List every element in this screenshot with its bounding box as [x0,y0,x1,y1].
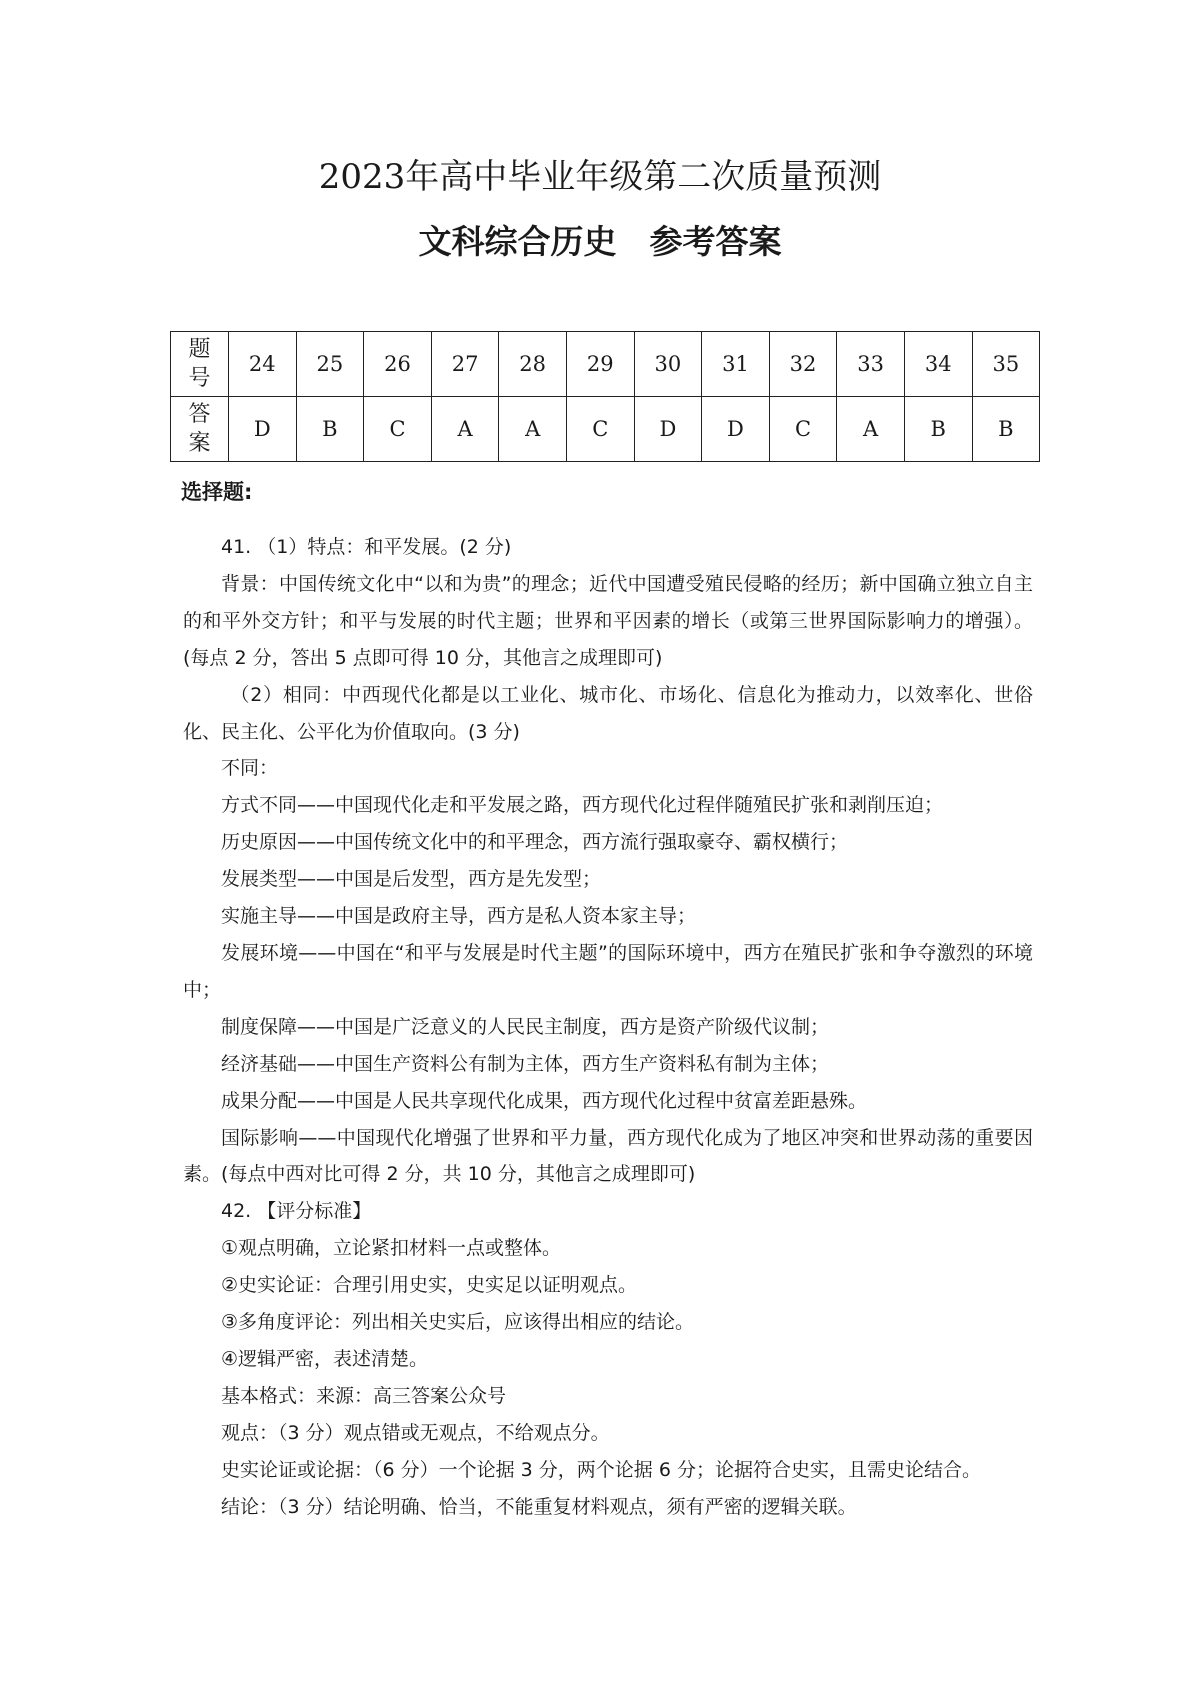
question-number-cell: 26 [364,332,432,397]
section-heading: 选择题: [181,480,253,504]
paragraph-criterion: ②史实论证：合理引用史实，史实足以证明观点。 [221,1274,638,1297]
question-number-row [171,332,1040,397]
question-number-cell: 25 [296,332,364,397]
page-subtitle: 文科综合历史 参考答案 [418,222,782,261]
paragraph-viewpoint-score: 观点：（3 分）观点错或无观点，不给观点分。 [221,1421,610,1444]
paragraph-conclusion-score: 结论：（3 分）结论明确、恰当，不能重复材料观点，须有严密的逻辑关联。 [221,1495,857,1518]
row-label-answer: 答 案 [171,397,229,462]
question-number-cell: 29 [566,332,634,397]
answer-cell: B [904,397,972,462]
answer-cell: D [702,397,770,462]
paragraph-q41-part2: （2）相同：中西现代化都是以工业化、城市化、市场化、信息化为推动力，以效率化、世俗化、民主化、公平化为价值取向。(3 分) [183,683,1033,743]
paragraph-criterion: ①观点明确，立论紧扣材料一点或整体。 [221,1237,562,1260]
row-label-number: 题 号 [171,332,229,397]
paragraph-difference-item: 实施主导——中国是政府主导，西方是私人资本家主导； [221,905,697,928]
question-number-cell: 27 [431,332,499,397]
paragraph-difference-item: 成果分配——中国是人民共享现代化成果，西方现代化过程中贫富差距悬殊。 [221,1089,868,1112]
question-number-cell: 31 [702,332,770,397]
question-number-cell: 32 [769,332,837,397]
paragraph-difference-item: 发展类型——中国是后发型，西方是先发型； [221,868,602,891]
question-number-cell: 28 [499,332,567,397]
answer-cell: A [837,397,905,462]
paragraph-criterion: ④逻辑严密，表述清楚。 [221,1347,429,1370]
question-number-cell: 34 [904,332,972,397]
answer-cell: C [566,397,634,462]
question-number-cell: 24 [229,332,297,397]
answer-cell: D [229,397,297,462]
answer-cell: B [296,397,364,462]
paragraph-difference-item: 经济基础——中国生产资料公有制为主体，西方生产资料私有制为主体； [221,1052,830,1075]
answer-body [183,529,1033,1525]
question-number-cell: 35 [972,332,1040,397]
question-number-cell: 30 [634,332,702,397]
answer-cell: A [431,397,499,462]
answer-cell: C [769,397,837,462]
paragraph-difference-item: 历史原因——中国传统文化中的和平理念，西方流行强取豪夺、霸权横行； [221,831,849,854]
paragraph-background: 背景：中国传统文化中“以和为贵”的理念；近代中国遭受殖民侵略的经历；新中国确立独立自主的和平外交方针；和平与发展的时代主题；世界和平因素的增长（或第三世界国际影响力的增强）。(每点 2 分，答出 5 点即可得 10 分，其他言之成理即可) [183,572,1033,669]
answer-row [171,397,1040,462]
answer-cell: A [499,397,567,462]
paragraph-format: 基本格式：来源：高三答案公众号 [221,1384,507,1407]
answer-key-table [170,331,1040,462]
question-number-cell: 33 [837,332,905,397]
paragraph-q41-part1: 41. （1）特点：和平发展。(2 分) [221,536,512,558]
paragraph-q42-heading: 42. 【评分标准】 [221,1200,372,1223]
paragraph-difference-item: 制度保障——中国是广泛意义的人民民主制度，西方是资产阶级代议制； [221,1015,830,1038]
paragraph-evidence-score: 史实论证或论据：（6 分）一个论据 3 分，两个论据 6 分；论据符合史实，且需史论结合。 [221,1458,981,1481]
paragraph-criterion: ③多角度评论：列出相关史实后，应该得出相应的结论。 [221,1311,695,1334]
paragraph-difference-item: 国际影响——中国现代化增强了世界和平力量，西方现代化成为了地区冲突和世界动荡的重要因素。(每点中西对比可得 2 分，共 10 分，其他言之成理即可) [183,1126,1033,1186]
paragraph-differences-label: 不同： [221,757,279,780]
answer-cell: B [972,397,1040,462]
paragraph-difference-item: 方式不同——中国现代化走和平发展之路，西方现代化过程伴随殖民扩张和剥削压迫； [221,794,944,817]
page-title: 2023年高中毕业年级第二次质量预测 [318,157,882,197]
answer-cell: D [634,397,702,462]
answer-cell: C [364,397,432,462]
paragraph-difference-item: 发展环境——中国在“和平与发展是时代主题”的国际环境中，西方在殖民扩张和争夺激烈的环境中； [183,941,1033,1001]
